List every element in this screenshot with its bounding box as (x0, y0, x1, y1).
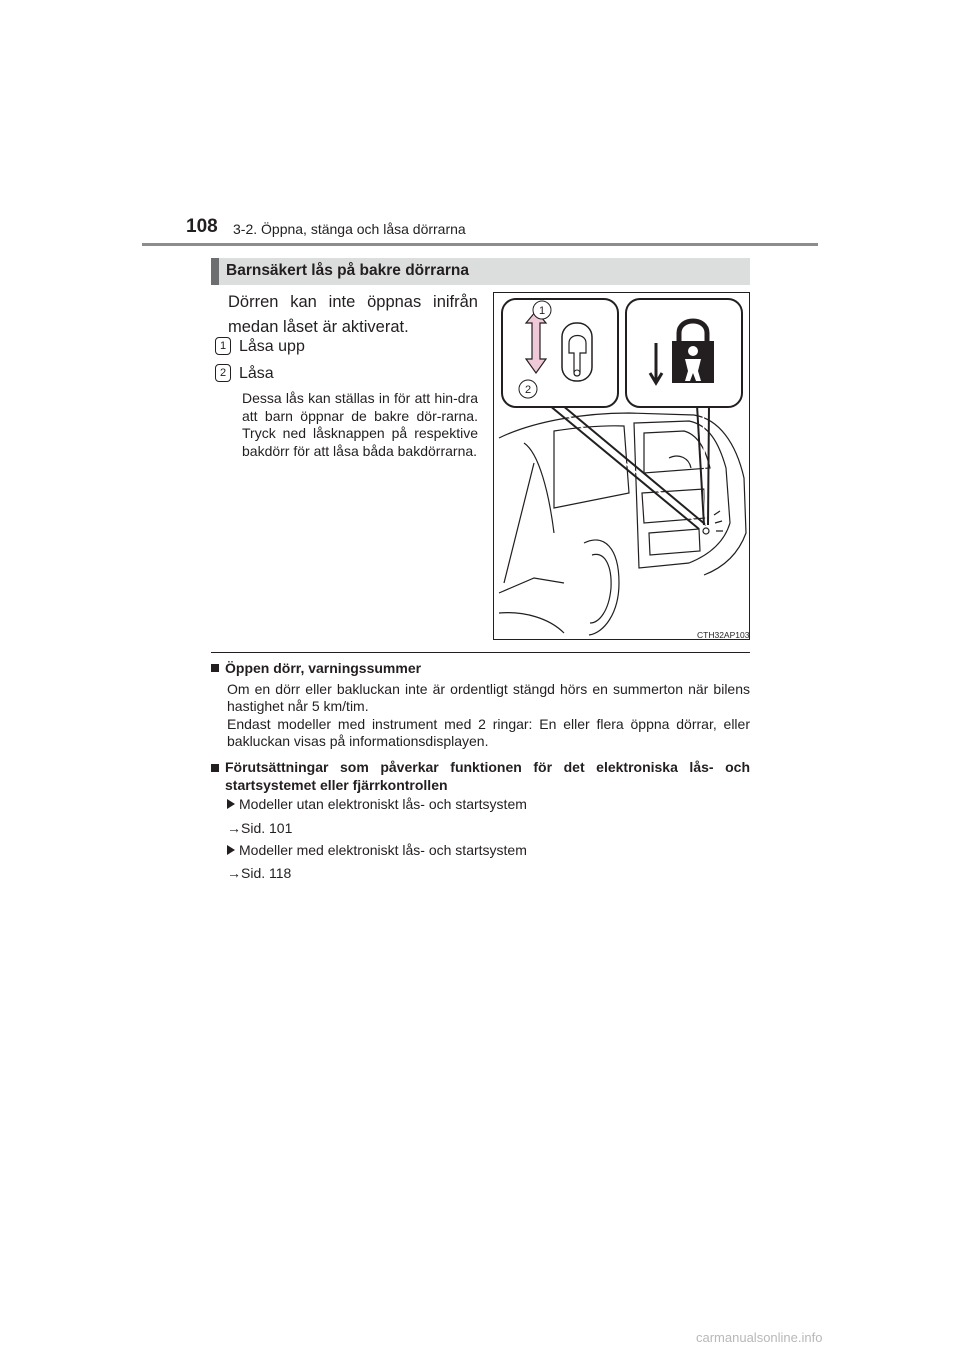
page-reference-101[interactable]: →Sid. 101 (227, 820, 293, 836)
model-label: Modeller med elektroniskt lås- och startsystem (239, 842, 527, 858)
step-number: 1 (215, 337, 231, 355)
bullet-square (211, 764, 219, 772)
info-paragraph: Om en dörr eller bakluckan inte är ordentligt stängd hörs en summerton när bilens hastighet når 5 km/tim. (227, 680, 750, 714)
leader-lines-inner (555, 405, 706, 527)
note-text: Dessa lås kan ställas in för att hin-dra att barn öppnar de bakre dör-rarna. Tryck ned låsknappen på respektive bakdörr för att låsa båda bakdörrarna. (242, 390, 478, 459)
step-lock (215, 364, 274, 383)
section-title-bar (211, 258, 750, 285)
bullet-square (211, 664, 219, 672)
info-block-door-warning (211, 660, 750, 751)
page-reference-118[interactable]: →Sid. 118 (227, 865, 292, 881)
info-heading: Förutsättningar som påverkar funktionen för det elektroniska lås- och startsystemet eller fjärrkontrollen (225, 759, 750, 793)
section-accent (211, 258, 219, 285)
triangle-bullet-icon (227, 845, 235, 855)
page-number: 108 (186, 216, 218, 237)
watermark: carmanualsonline.info (696, 1330, 823, 1345)
child-lock-figure (493, 292, 750, 640)
callout-1: 1 (538, 305, 546, 317)
model-item-with-system (227, 842, 527, 858)
chapter-title: 3-2. Öppna, stänga och låsa dörrarna (233, 221, 466, 237)
model-label: Modeller utan elektroniskt lås- och startsystem (239, 796, 527, 812)
info-block-conditions (211, 759, 750, 794)
section-divider (211, 652, 750, 653)
step-label: Låsa (239, 365, 274, 382)
figure-code: CTH32AP103 (697, 630, 750, 640)
callout-2: 2 (524, 384, 532, 396)
model-item-without-system (227, 796, 527, 812)
section-title: Barnsäkert lås på bakre dörrarna (226, 262, 469, 279)
step-unlock (215, 337, 305, 356)
child-lock-illustration (494, 293, 749, 639)
intro-text: Dörren kan inte öppnas inifrån medan låset är aktiverat. (228, 293, 478, 336)
info-paragraph: Endast modeller med instrument med 2 ringar: En eller flera öppna dörrar, eller bakluckan visas på informationsdisplayen. (227, 715, 750, 749)
info-heading: Öppen dörr, varningssummer (225, 660, 422, 676)
triangle-bullet-icon (227, 799, 235, 809)
step-number: 2 (215, 364, 231, 382)
header-rule (142, 243, 818, 246)
step-label: Låsa upp (239, 338, 305, 355)
